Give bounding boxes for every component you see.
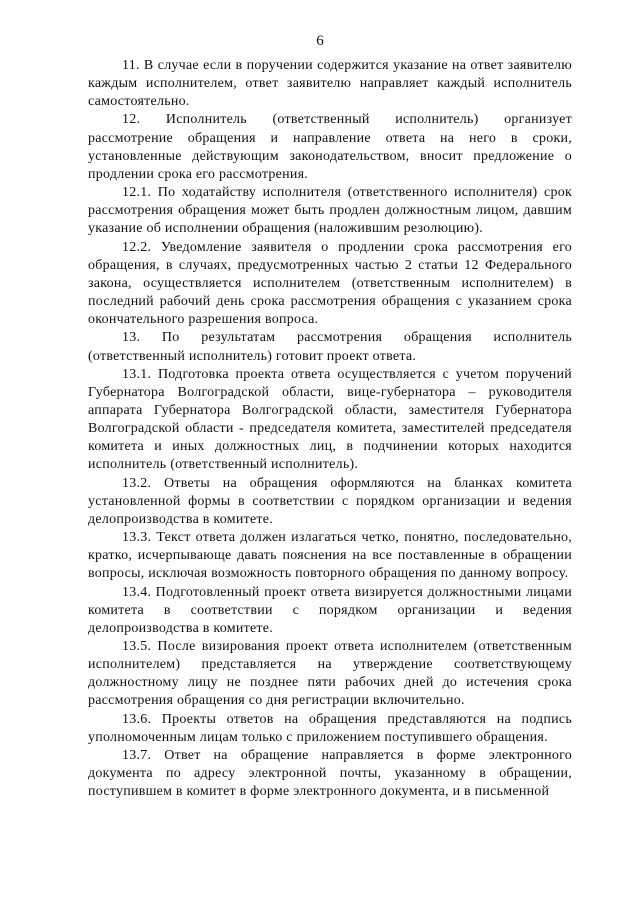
- paragraph-13-5: 13.5. После визирования проект ответа исполнителем (ответственным исполнителем) представляется на утверждение соответствующему должностному лицу не позднее пяти рабочих дней до истечения срока рассмотрения обращения со дня регистрации включительно.: [88, 639, 572, 709]
- paragraph-11: 11. В случае если в поручении содержится указание на ответ заявителю каждым исполнителем, ответ заявителю направляет каждый исполнитель самостоятельно.: [88, 58, 572, 110]
- paragraph-13-3: 13.3. Текст ответа должен излагаться четко, понятно, последовательно, кратко, исчерпывающе давать пояснения на все поставленные в обращении вопросы, исключая возможность повторного обращения по данному вопросу.: [88, 530, 572, 582]
- paragraph-12-2: 12.2. Уведомление заявителя о продлении срока рассмотрения его обращения, в случаях, предусмотренных частью 2 статьи 12 Федерального закона, осуществляется исполнителем (ответственным исполнителем) в последний рабочий день срока рассмотрения обращения с указанием срока окончательного разрешения вопроса.: [88, 239, 572, 328]
- paragraph-12: 12. Исполнитель (ответственный исполнитель) организует рассмотрение обращения и направление ответа на него в сроки, установленные действующим законодательством, вносит предложение о продлении срока его рассмотрения.: [88, 112, 572, 182]
- paragraph-13-7: 13.7. Ответ на обращение направляется в форме электронного документа по адресу электронной почты, указанному в обращении, поступившем в комитет в форме электронного документа, и в письменной: [88, 747, 572, 800]
- document-body: [88, 57, 572, 801]
- paragraph-12-1: 12.1. По ходатайству исполнителя (ответственного исполнителя) срок рассмотрения обращения может быть продлен должностным лицом, давшим указание об исполнении обращения (наложившим резолюцию).: [88, 185, 572, 237]
- paragraph-13: 13. По результатам рассмотрения обращения исполнитель (ответственный исполнитель) готовит проект ответа.: [88, 330, 572, 364]
- paragraph-13-4: 13.4. Подготовленный проект ответа визируется должностными лицами комитета в соответствии с порядком организации и ведения делопроизводства в комитете.: [88, 584, 572, 636]
- page-number: 6: [316, 33, 324, 49]
- paragraph-13-1: 13.1. Подготовка проекта ответа осуществляется с учетом поручений Губернатора Волгоградской области, вице-губернатора – руководителя аппарата Губернатора Волгоградской области, заместителя Губернатора Волгоградской области - председателя комитета, заместителей председателя комитета и иных должностных лиц, в подчинении которых находится исполнитель (ответственный исполнитель).: [88, 366, 572, 473]
- paragraph-13-2: 13.2. Ответы на обращения оформляются на бланках комитета установленной формы в соответствии с порядком организации и ведения делопроизводства в комитете.: [88, 475, 572, 527]
- paragraph-13-6: 13.6. Проекты ответов на обращения представляются на подпись уполномоченным лицам только с приложением поступившего обращения.: [88, 711, 572, 745]
